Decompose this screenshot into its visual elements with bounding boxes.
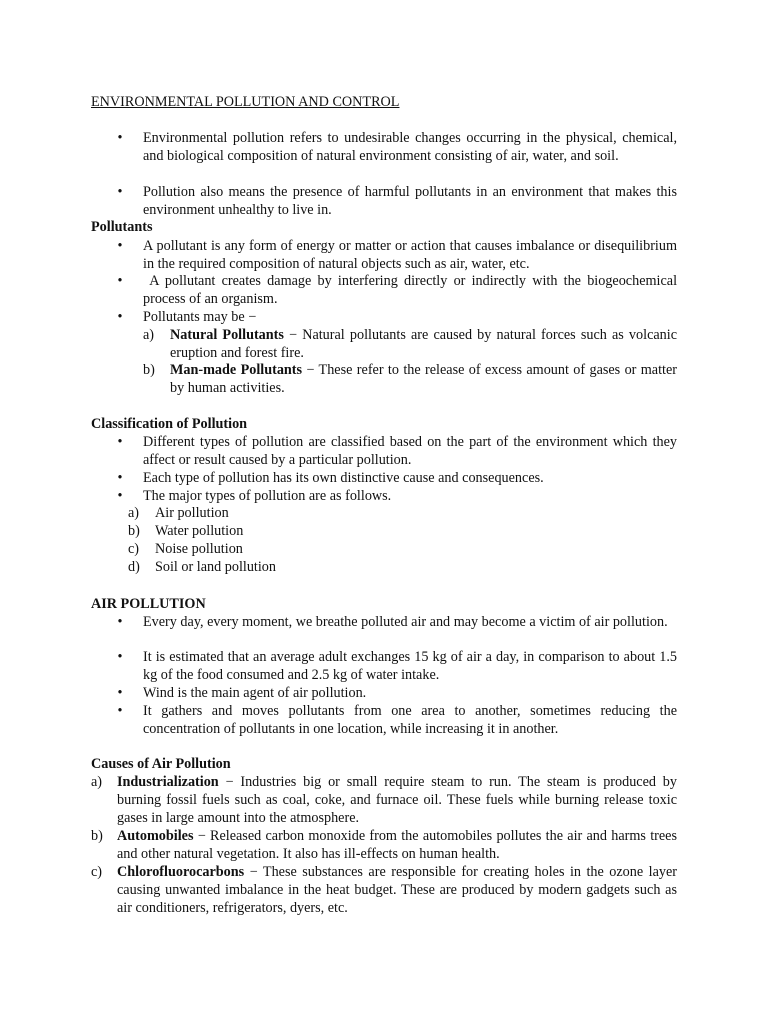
list-marker: d) (128, 559, 140, 575)
list-marker: b) (128, 523, 140, 539)
air-bullet-2: It is estimated that an average adult exchanges 15 kg of air a day, in comparison to about 1.5 kg of the food consumed and 2.5 kg of water intake. (143, 649, 677, 683)
list-marker: c) (91, 864, 103, 880)
list-marker: a) (91, 774, 103, 790)
pollutant-type-natural (170, 327, 677, 363)
bullet-icon: • (117, 614, 123, 630)
bullet-icon: • (117, 184, 123, 200)
air-bullet-4: It gathers and moves pollutants from one area to another, sometimes reducing the concentration of pollutants in one location, while increasing it in another. (143, 703, 677, 737)
bullet-icon: • (117, 273, 123, 289)
term-description: − Industries big or small require steam to run. The steam is produced by burning fossil fuels such as coal, coke, and furnace oil. These fuels while burning release toxic gases in large amount into the atmosphere. (117, 774, 677, 826)
classification-bullet-2: Each type of pollution has its own distinctive cause and consequences. (143, 470, 544, 486)
term: Man-made Pollutants (170, 362, 303, 378)
list-marker: c) (128, 541, 140, 557)
pollution-type: Water pollution (155, 523, 244, 539)
pollution-type: Air pollution (155, 505, 229, 521)
intro-bullet-1: Environmental pollution refers to undesirable changes occurring in the physical, chemical, and biological composition of natural environment consisting of air, water, and soil. (143, 130, 677, 164)
bullet-icon: • (117, 488, 123, 504)
term: Chlorofluorocarbons (117, 864, 245, 880)
section-heading-causes: Causes of Air Pollution (91, 756, 231, 772)
cause-automobiles (117, 828, 677, 864)
list-marker: a) (143, 327, 155, 343)
pollutants-bullet-2: A pollutant creates damage by interfering directly or indirectly with the biogeochemical process of an organism. (143, 273, 681, 307)
bullet-icon: • (117, 238, 123, 254)
intro-bullet-2: Pollution also means the presence of harmful pollutants in an environment that makes this environment unhealthy to live in. (143, 184, 677, 218)
term-description: − These refer to the release of excess amount of gases or matter by human activities. (170, 362, 678, 396)
cause-chlorofluorocarbons (117, 864, 677, 917)
term: Natural Pollutants (170, 327, 284, 343)
term-description: − Released carbon monoxide from the automobiles pollutes the air and harms trees and other natural vegetation. It also has ill-effects on human health. (117, 828, 677, 862)
term: Industrialization (117, 774, 219, 790)
bullet-icon: • (117, 470, 123, 486)
term: Automobiles (117, 828, 194, 844)
list-marker: b) (91, 828, 103, 844)
classification-bullet-3: The major types of pollution are as follows. (143, 488, 392, 504)
bullet-icon: • (117, 685, 123, 701)
pollutants-bullet-1: A pollutant is any form of energy or matter or action that causes imbalance or disequilibrium in the required composition of natural objects such as air, water, etc. (143, 238, 677, 272)
bullet-icon: • (117, 130, 123, 146)
bullet-icon: • (117, 703, 123, 719)
list-marker: a) (128, 505, 140, 521)
section-heading-pollutants: Pollutants (91, 219, 153, 235)
bullet-icon: • (117, 434, 123, 450)
list-marker: b) (143, 362, 155, 378)
pollution-type: Soil or land pollution (155, 559, 276, 575)
bullet-icon: • (117, 309, 123, 325)
section-heading-air-pollution: AIR POLLUTION (91, 596, 206, 612)
cause-industrialization (117, 774, 677, 827)
term-description: − These substances are responsible for creating holes in the ozone layer causing unwanted imbalance in the heat budget. These are produced by modern gadgets such as air conditioners, refrigerators, dyers, etc. (117, 864, 677, 916)
air-bullet-3: Wind is the main agent of air pollution. (143, 685, 367, 701)
term-description: − Natural pollutants are caused by natural forces such as volcanic eruption and forest fire. (170, 327, 677, 361)
air-bullet-1: Every day, every moment, we breathe polluted air and may become a victim of air pollution. (143, 614, 668, 630)
pollution-type: Noise pollution (155, 541, 243, 557)
page-title: ENVIRONMENTAL POLLUTION AND CONTROL (91, 94, 400, 110)
pollutant-type-manmade (170, 362, 677, 398)
pollutants-bullet-3: Pollutants may be − (143, 309, 257, 325)
section-heading-classification: Classification of Pollution (91, 416, 248, 432)
bullet-icon: • (117, 649, 123, 665)
classification-bullet-1: Different types of pollution are classified based on the part of the environment which they affect or result caused by a particular pollution. (143, 434, 677, 468)
